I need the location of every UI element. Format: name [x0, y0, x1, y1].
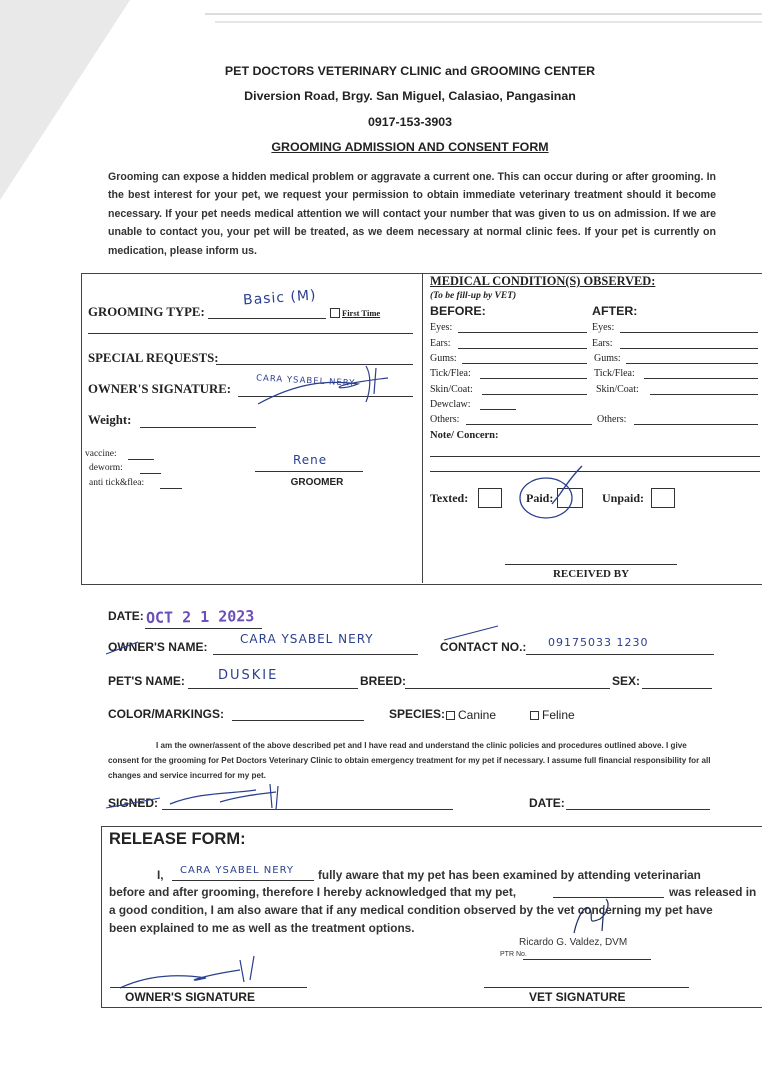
deworm-line[interactable] [140, 473, 161, 474]
after-ears-line[interactable] [620, 348, 758, 349]
vaccine-line[interactable] [128, 459, 154, 460]
consent-paragraph: I am the owner/assent of the above described pet and I have read and understand the clinic policies and procedures outlined above. I give consent for the grooming for Pet Doctors Veterinary Clinic to obtain emergency treatment for my pet if necessary. I assume full financial responsibility for all changes and service incurred for my pet. [108, 741, 711, 780]
paid-check-mark [510, 464, 590, 524]
after-skin-label: Skin/Coat: [596, 384, 639, 395]
release-title: RELEASE FORM: [109, 830, 246, 848]
after-label: AFTER: [592, 304, 638, 318]
before-skin-label: Skin/Coat: [430, 384, 473, 395]
before-gums-label: Gums: [430, 353, 457, 364]
release-i: I, [157, 868, 164, 882]
after-eyes-label: Eyes: [592, 322, 615, 333]
feline-label: Feline [542, 708, 575, 722]
signed-date-line[interactable] [566, 809, 710, 810]
after-skin-line[interactable] [650, 394, 758, 395]
owner-sig-label: OWNER'S SIGNATURE [125, 990, 255, 1004]
note-line-2[interactable] [430, 471, 760, 472]
owner-signature-value[interactable]: CARA YSABEL NERY [255, 373, 356, 389]
form-title: GROOMING ADMISSION AND CONSENT FORM [271, 140, 549, 154]
owner-signature-label: OWNER'S SIGNATURE: [88, 382, 232, 396]
texted-label: Texted: [430, 491, 469, 505]
contact-line [526, 654, 714, 655]
feline-option[interactable] [530, 708, 575, 722]
grooming-extra-line [88, 333, 413, 334]
groomer-line [255, 471, 363, 472]
before-dewclaw-label: Dewclaw: [430, 399, 471, 410]
weight-line[interactable] [140, 427, 256, 428]
release-text-3: was released in [669, 885, 757, 899]
unpaid-label: Unpaid: [602, 491, 645, 505]
paid-label: Paid: [526, 491, 554, 505]
color-line[interactable] [232, 720, 364, 721]
anti-tick-label: anti tick&flea: [89, 478, 145, 488]
canine-option[interactable] [446, 708, 496, 722]
after-others-line[interactable] [634, 424, 758, 425]
release-text-4: a good condition, I am also aware that if any medical condition observed by the vet concerning my pet have [109, 903, 713, 917]
before-dewclaw-line[interactable] [480, 409, 516, 410]
release-text-5: been explained to me as well as the treatment options. [109, 921, 415, 935]
canine-label: Canine [458, 708, 497, 722]
owner-contact-strokes [98, 620, 528, 660]
anti-tick-line[interactable] [160, 488, 182, 489]
vet-sig-line[interactable] [484, 987, 689, 988]
groomer-value[interactable]: Rene [293, 453, 328, 467]
clinic-name: PET DOCTORS VETERINARY CLINIC and GROOMING CENTER [224, 64, 596, 78]
texted-checkbox[interactable] [478, 488, 502, 508]
before-eyes-line[interactable] [458, 332, 587, 333]
first-time-checkbox[interactable] [330, 308, 340, 318]
groomer-label: GROOMER [290, 477, 344, 488]
first-time-label: First Time [342, 308, 381, 318]
note-label: Note/ Concern: [430, 430, 499, 441]
pet-name-label: PET'S NAME: [108, 674, 185, 688]
release-owner-value[interactable]: CARA YSABEL NERY [180, 865, 295, 876]
before-skin-line[interactable] [482, 394, 587, 395]
signed-scribble [100, 780, 300, 820]
date-label: DATE: [108, 609, 144, 623]
canine-checkbox[interactable] [446, 711, 455, 720]
owner-signature-scribble [238, 362, 418, 412]
breed-label: BREED: [360, 674, 407, 688]
note-line-1[interactable] [430, 456, 760, 457]
before-gums-line[interactable] [462, 363, 587, 364]
sex-line[interactable] [642, 688, 712, 689]
after-tick-line[interactable] [644, 378, 758, 379]
before-others-label: Others: [430, 414, 460, 425]
breed-line[interactable] [405, 688, 610, 689]
panel-divider [422, 274, 423, 583]
intro-paragraph: Grooming can expose a hidden medical problem or aggravate a current one. This can occur during or after grooming. In the best interest for your pet, we request your permission to obtain immediate veterinary treatment should it become necessary. If your pet needs medical attention we will contact your number that was given to us on admission. If we are unable to contact you, your pet will be treated, as we deem necessary at normal clinic fees. If your pet is currently on medication, please inform us. [108, 171, 716, 257]
after-eyes-line[interactable] [620, 332, 758, 333]
release-owner-line [172, 880, 314, 881]
before-ears-label: Ears: [430, 338, 451, 349]
before-eyes-label: Eyes: [430, 322, 453, 333]
date-value[interactable]: OCT 2 1 2023 [145, 607, 255, 627]
after-others-label: Others: [597, 414, 627, 425]
species-label: SPECIES: [389, 707, 446, 721]
release-text-2: before and after grooming, therefore I hereby acknowledged that my pet, [109, 885, 517, 899]
contact-label: CONTACT NO.: [440, 640, 527, 654]
medical-subtitle: (To be fill-up by VET) [430, 291, 517, 301]
sex-label: SEX: [612, 674, 641, 688]
after-gums-line[interactable] [626, 363, 758, 364]
grooming-type-label: GROOMING TYPE: [88, 305, 205, 319]
ptr-label: PTR No. [500, 951, 527, 958]
after-tick-label: Tick/Flea: [594, 368, 635, 379]
clinic-address: Diversion Road, Brgy. San Miguel, Calasiao, Pangasinan [244, 89, 576, 103]
before-tick-line[interactable] [480, 378, 587, 379]
received-by-label: RECEIVED BY [552, 568, 630, 580]
vaccine-label: vaccine: [85, 449, 117, 459]
release-text-1: fully aware that my pet has been examined by attending veterinarian [318, 868, 701, 882]
received-by-line[interactable] [505, 564, 677, 565]
ptr-line[interactable] [523, 959, 651, 960]
before-label: BEFORE: [430, 304, 486, 318]
before-tick-label: Tick/Flea: [430, 368, 471, 379]
vet-sig-label: VET SIGNATURE [529, 990, 626, 1004]
deworm-label: deworm: [89, 463, 123, 473]
owner-name-value[interactable]: CARA YSABEL NERY [240, 632, 374, 646]
contact-value[interactable]: 09175033 1230 [548, 636, 649, 649]
clinic-phone: 0917-153-3903 [367, 115, 453, 129]
pet-name-value[interactable]: DUSKIE [218, 668, 279, 683]
after-gums-label: Gums: [594, 353, 621, 364]
feline-checkbox[interactable] [530, 711, 539, 720]
weight-label: Weight: [88, 413, 132, 427]
before-others-line[interactable] [466, 424, 592, 425]
before-ears-line[interactable] [458, 348, 587, 349]
owner-name-label: OWNER'S NAME: [108, 640, 208, 654]
pet-name-line [188, 688, 358, 689]
signed-label: SIGNED: [108, 796, 159, 810]
grooming-type-value[interactable]: Basic (M) [242, 287, 317, 309]
color-label: COLOR/MARKINGS: [108, 707, 224, 721]
special-requests-label: SPECIAL REQUESTS: [88, 351, 219, 365]
vet-signature-scribble [560, 895, 620, 943]
unpaid-checkbox[interactable] [651, 488, 675, 508]
grooming-type-line [208, 318, 326, 319]
vet-name: Ricardo G. Valdez, DVM [519, 937, 628, 948]
medical-title: MEDICAL CONDITION(S) OBSERVED: [430, 274, 656, 288]
signed-date-label: DATE: [529, 796, 565, 810]
after-ears-label: Ears: [592, 338, 613, 349]
owner-sig-line[interactable] [110, 987, 307, 988]
